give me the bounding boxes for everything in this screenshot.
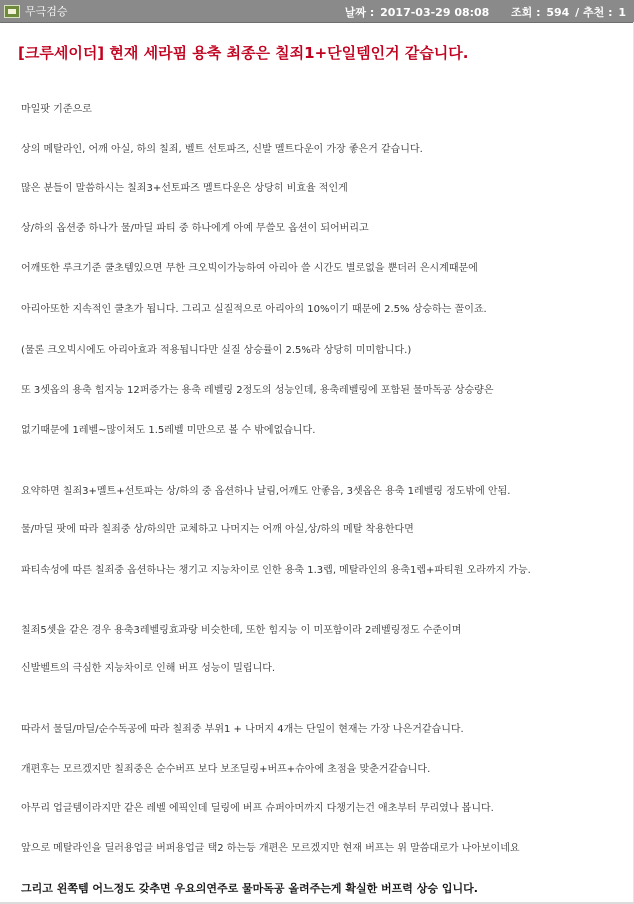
body-line: 요약하면 칠죄3+멜트+선토파는 상/하의 중 옵션하나 날림,어깨도 안좋음, 3셋옵은 용축 1레벨링 정도밖에 안됨. xyxy=(21,486,511,497)
body-line: 아리아또한 지속적인 쿨초가 됩니다. 그리고 실질적으로 아리아의 10%이기 때문에 2.5% 상승하는 꼴이죠. xyxy=(21,304,487,315)
body-line: 파티속성에 따른 칠죄중 옵션하나는 챙기고 지능차이로 인한 용축 1.3렙, 메탈라인의 용축1렙+파티원 오라까지 가능. xyxy=(21,565,531,576)
body-line: 따라서 물딜/마딜/순수독공에 따라 칠죄중 부위1 + 나머지 4개는 단일이 현재는 가장 나은거같습니다. xyxy=(21,724,464,735)
body-line: 개편후는 모르겠지만 칠죄중은 순수버프 보다 보조딜링+버프+슈아에 초점을 맞춘거같습니다. xyxy=(21,764,431,775)
body-line: 많은 분들이 말씀하시는 칠죄3+선토파즈 멜트다운은 상당히 비효율 적인게 xyxy=(21,183,348,194)
body-line: 상의 메탈라인, 어깨 아실, 하의 칠죄, 벨트 선토파즈, 신발 멜트다운이 가장 좋은거 같습니다. xyxy=(21,144,423,155)
body-line: 신발벨트의 극심한 지능차이로 인해 버프 성능이 밀립니다. xyxy=(21,663,276,674)
body-line: 앞으로 메탈라인을 딜러용업글 버퍼용업글 택2 하는등 개편은 모르겠지만 현재 버프는 위 말씀대로가 나아보이네요 xyxy=(21,843,520,854)
views-label: 조회 : xyxy=(511,6,541,19)
recommend-value: 1 xyxy=(618,6,626,19)
body-line: 칠죄5셋을 같은 경우 용축3레벨링효과랑 비슷한데, 또한 힘지능 이 미포함이라 2레벨링정도 수준이며 xyxy=(21,625,462,636)
date-label: 날짜 : xyxy=(344,6,375,19)
body-line: 또 3셋옵의 용축 힘지능 12퍼증가는 용축 레벨링 2정도의 성능인데, 용축레벨링에 포함된 물마독공 상승량은 xyxy=(21,385,494,396)
body-line: 어깨또한 루크기준 쿨초템있으면 무한 크오빅이가능하여 아리아 쓸 시간도 별로없을 뿐더러 은시계때문에 xyxy=(21,263,478,274)
post-title: [크루세이더] 현재 세라핌 용축 최종은 칠죄1+단일템인거 같습니다. xyxy=(18,44,469,62)
body-line-bold: 그리고 왼쪽템 어느정도 갖추면 우요의연주로 물마독공 올려주는게 확실한 버프력 상승 입니다. xyxy=(21,882,478,895)
body-line: (물론 크오빅시에도 아리아효과 적용됩니다만 실질 상승률이 2.5%라 상당히 미미합니다.) xyxy=(21,345,412,356)
post-header-bar xyxy=(0,0,634,23)
views-value: 594 xyxy=(546,6,570,19)
date-value: 2017-03-29 08:08 xyxy=(380,6,490,19)
body-line: 없기때문에 1레벨~많이쳐도 1.5레벨 미만으로 볼 수 밖에없습니다. xyxy=(21,425,316,436)
post-meta xyxy=(343,4,626,20)
category-label-group[interactable] xyxy=(4,3,68,19)
body-line: 마일팟 기준으로 xyxy=(21,104,92,115)
board-icon xyxy=(4,5,20,18)
category-name: 무극검승 xyxy=(25,5,68,18)
recommend-label: / 추천 : xyxy=(575,6,613,19)
body-line: 아무리 업글템이라지만 같은 레벨 에픽인데 딜링에 버프 슈퍼아머까지 다챙기는건 애초부터 무리였나 봅니다. xyxy=(21,803,494,814)
body-line: 상/하의 옵션중 하나가 물/마딜 파티 중 하나에게 아예 무쓸모 옵션이 되어버리고 xyxy=(21,223,369,234)
body-line: 물/마딜 팟에 따라 칠죄중 상/하의만 교체하고 나머지는 어깨 아실,상/하의 메탈 착용한다면 xyxy=(21,524,414,535)
